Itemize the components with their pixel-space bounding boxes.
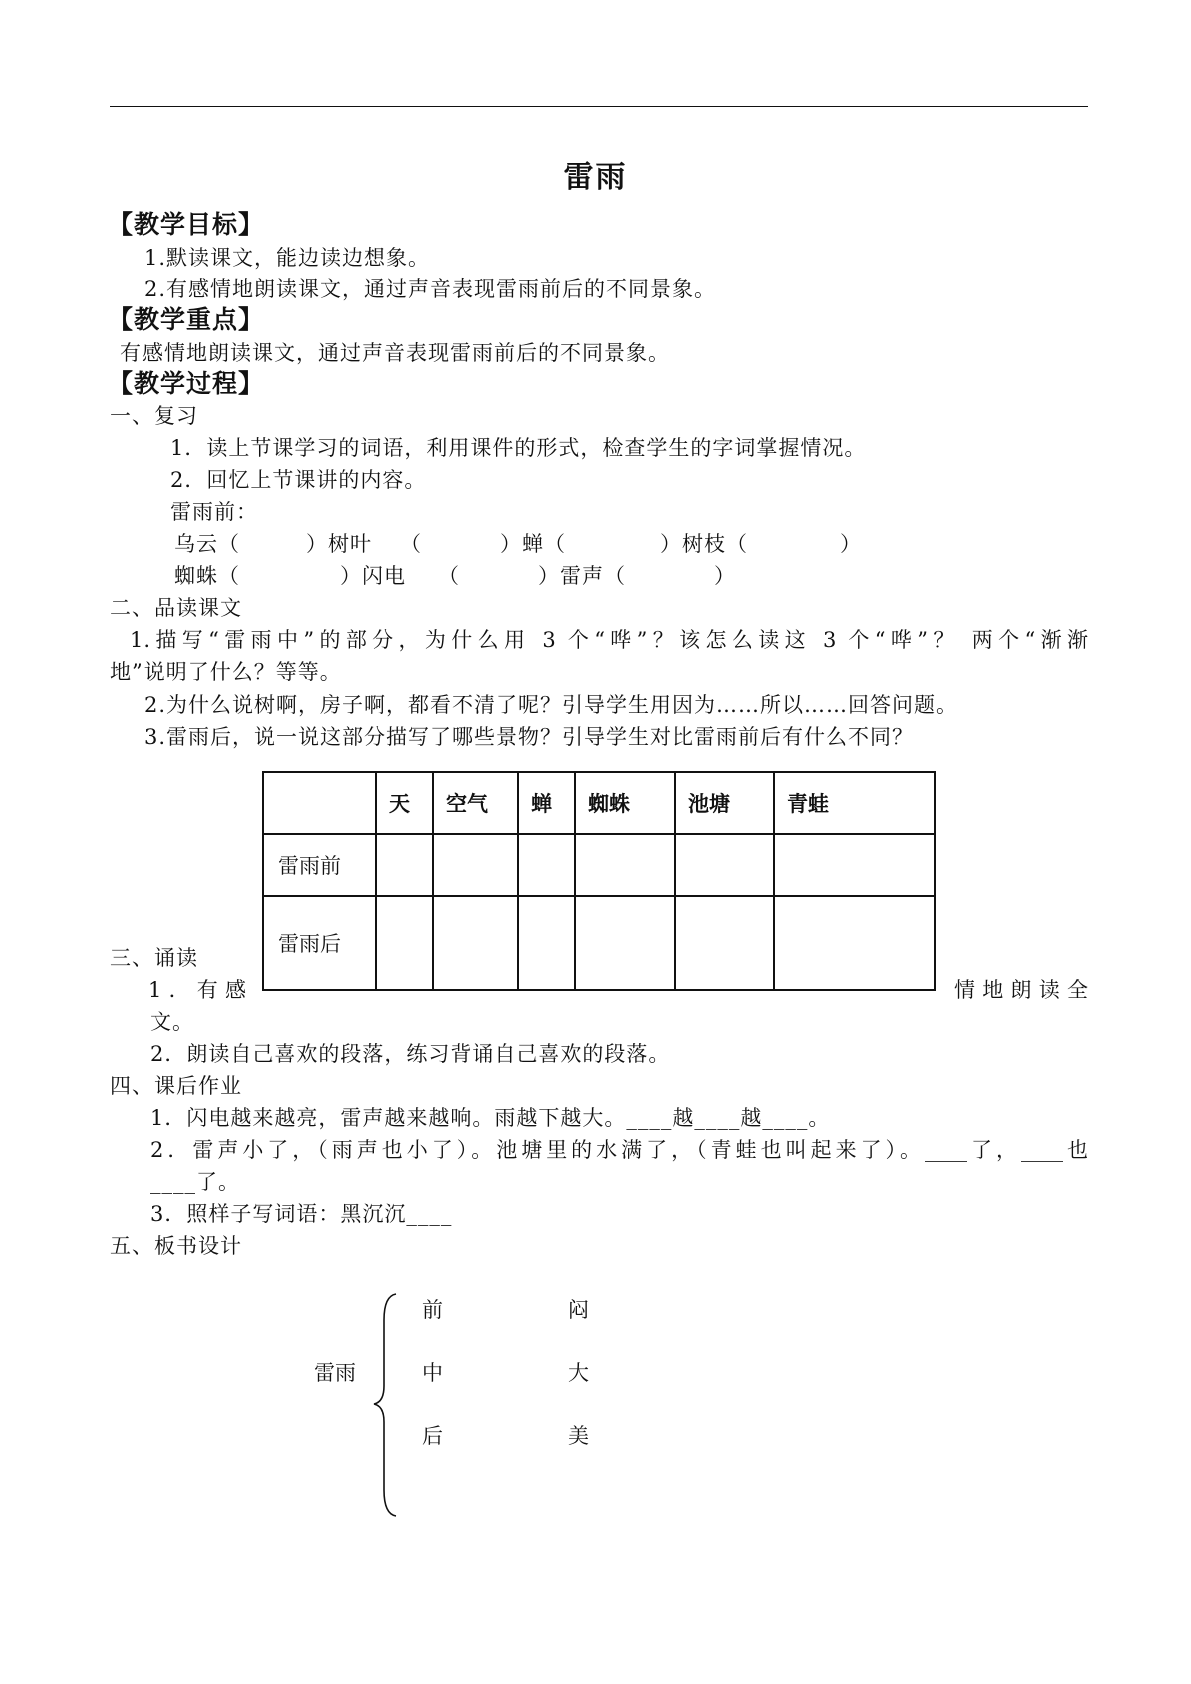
part5-heading: 五、板书设计 (110, 1234, 242, 1258)
fill-row1-e: ）树枝（ (660, 532, 748, 556)
part3-heading: 三、诵读 (110, 946, 198, 970)
focus-header: 【教学重点】 (108, 305, 265, 334)
part4-item-3: 3．照样子写词语：黑沉沉____ (150, 1202, 453, 1226)
table-header-cell: 空气 (433, 772, 518, 834)
header-rule (110, 106, 1088, 107)
part2-item-1-line2: 地”说明了什么？等等。 (110, 660, 342, 684)
fill-row2-e: ） (714, 564, 736, 588)
table-cell (376, 896, 433, 990)
table-header-cell: 池塘 (675, 772, 774, 834)
goals-header: 【教学目标】 (108, 210, 265, 239)
part4-item-1: 1．闪电越来越亮，雷声越来越响。雨越下越大。____越____越____。 (150, 1106, 831, 1130)
part1-item-1: 1．读上节课学习的词语，利用课件的形式，检查学生的字词掌握情况。 (170, 436, 867, 460)
part3-item-1-left: 1．有感 (148, 978, 246, 1002)
part3-item-1-cont: 文。 (150, 1010, 194, 1034)
board-mood-before: 闷 (568, 1298, 589, 1322)
focus-text: 有感情地朗读课文，通过声音表现雷雨前后的不同景象。 (120, 341, 670, 365)
table-cell (575, 834, 675, 896)
table-header-cell (263, 772, 376, 834)
board-mood-after: 美 (568, 1424, 589, 1448)
board-stage-after: 后 (422, 1424, 443, 1448)
board-stage-before: 前 (422, 1298, 443, 1322)
comparison-table (262, 771, 936, 991)
fill-row2-b: ）闪电 (340, 564, 406, 588)
fill-row2-c: （ (438, 564, 460, 588)
table-row (263, 896, 935, 990)
board-title: 雷雨 (314, 1361, 356, 1385)
part3-item-1-right: 情地朗读全 (954, 978, 1088, 1002)
table-row-label: 雷雨前 (263, 834, 376, 896)
board-stage-during: 中 (422, 1361, 443, 1385)
table-header-cell: 蝉 (518, 772, 575, 834)
table-cell (376, 834, 433, 896)
table-header-cell: 蜘蛛 (575, 772, 675, 834)
table-cell (774, 896, 935, 990)
board-mood-during: 大 (568, 1361, 589, 1385)
part2-heading: 二、品读课文 (110, 596, 242, 620)
process-header: 【教学过程】 (108, 369, 265, 398)
fill-row1-a: 乌云（ (174, 532, 240, 556)
table-cell (433, 834, 518, 896)
part1-heading: 一、复习 (110, 404, 198, 428)
goal-2: 2.有感情地朗读课文，通过声音表现雷雨前后的不同景象。 (144, 277, 717, 301)
table-header-cell: 青蛙 (774, 772, 935, 834)
table-row-label: 雷雨后 (263, 896, 376, 990)
table-cell (774, 834, 935, 896)
page-title: 雷雨 (563, 160, 628, 195)
table-cell (518, 896, 575, 990)
part2-item-2: 2.为什么说树啊，房子啊，都看不清了呢？引导学生用因为……所以……回答问题。 (144, 693, 959, 717)
table-cell (575, 896, 675, 990)
part3-item-2: 2．朗读自己喜欢的段落，练习背诵自己喜欢的段落。 (150, 1042, 671, 1066)
fill-row1-d: ）蝉（ (500, 532, 566, 556)
fill-row1-f: ） (840, 532, 862, 556)
fill-row1-b: ）树叶 (306, 532, 372, 556)
fill-row1-c: （ (400, 532, 422, 556)
table-cell (518, 834, 575, 896)
table-row (263, 834, 935, 896)
part1-item-2: 2．回忆上节课讲的内容。 (170, 468, 427, 492)
table-header-cell: 天 (376, 772, 433, 834)
before-label: 雷雨前： (170, 500, 258, 524)
part4-item-2-line1: 2．雷声小了，（雨声也小了）。池塘里的水满了，（青蛙也叫起来了）。____了，____也 (150, 1138, 1088, 1162)
part2-item-1-line1: 1.描写“雷雨中”的部分，为什么用 3 个“哗”？该怎么读这 3 个“哗”？ 两个“渐渐 (130, 628, 1088, 652)
table-header-row (263, 772, 935, 834)
fill-row2-a: 蜘蛛（ (174, 564, 240, 588)
table-cell (675, 896, 774, 990)
part4-heading: 四、课后作业 (110, 1074, 242, 1098)
curly-brace-icon (370, 1290, 400, 1520)
part2-item-3: 3.雷雨后，说一说这部分描写了哪些景物？引导学生对比雷雨前后有什么不同？ (144, 725, 915, 749)
table-cell (433, 896, 518, 990)
part4-item-2-line2: ____了。 (150, 1170, 240, 1194)
goal-1: 1.默读课文，能边读边想象。 (144, 246, 431, 270)
fill-row2-d: ）雷声（ (538, 564, 626, 588)
table-cell (675, 834, 774, 896)
